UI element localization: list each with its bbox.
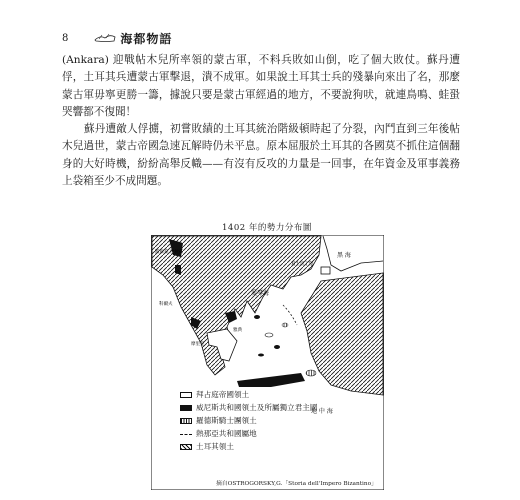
paragraph: 蘇丹遭敵人俘擄，初嘗敗績的土耳其統治階級頓時起了分裂，內鬥直到三年後帖木兒過世，蒙古帝國急速瓦解時仍未平息。原本屈服於土耳其的各國莫不抓住這個翻身的大好時機，紛紛高舉反幟——有沒有反攻的力量是一回事，在年資金及軍事義務上袋箱至少不成問題。 [62, 123, 460, 188]
rhodes-knights-swatch-icon [180, 418, 192, 424]
genoa-swatch-icon [180, 434, 192, 435]
black-sea-label: 黑 海 [337, 252, 351, 259]
book-title: 海都物語 [120, 31, 173, 46]
aegean-label: 愛琴海 [251, 290, 270, 297]
mediterranean-label: 地 中 海 [311, 408, 333, 415]
constantinople-label: 君士坦丁堡 [291, 262, 314, 267]
running-header [62, 28, 172, 48]
map-legend [180, 388, 380, 453]
legend-label: 拜占庭帝國領土 [196, 390, 250, 399]
epirus-label: 科爾夫 [159, 302, 173, 307]
venice-swatch-icon [180, 405, 192, 411]
legend-item [180, 388, 380, 401]
ship-ornament-icon [94, 33, 116, 43]
map-caption: 摘自OSTROGORSKY,G.「Storia dell'Impero Bizantino」 [216, 481, 377, 487]
byzantine-swatch-icon [180, 392, 192, 398]
map-title: 1402 年的勢力分布圖 [222, 223, 312, 233]
morea-label: 摩里亞 [191, 342, 205, 347]
legend-label: 威尼斯共和國領土及所屬獨立君主國 [196, 403, 318, 412]
legend-item [180, 427, 380, 440]
legend-item [180, 414, 380, 427]
legend-item [180, 440, 380, 453]
legend-label: 土耳其領土 [196, 442, 234, 451]
legend-item [180, 401, 380, 414]
legend-label: 熱那亞共和國屬地 [196, 429, 257, 438]
page-number: 8 [62, 32, 69, 44]
paragraph: (Ankara) 迎戰帖木兒所率領的蒙古軍，不料兵敗如山倒，吃了個大敗仗。蘇丹遭俘，土耳其兵遭蒙古軍擊退，潰不成軍。如果說土耳其士兵的殘暴向來出了名，那麼蒙古軍毋寧更勝一籌，據說只要是蒙古軍經過的地方，不要說狗吠，就連鳥鳴、蛙蛩哭響都不復聞！ [62, 54, 460, 118]
turkey-swatch-icon [180, 444, 192, 450]
dubrovnik-label: 斯庫泰 杜拉茲 [155, 250, 184, 255]
legend-label: 羅德斯騎士團領土 [196, 416, 257, 425]
body-text [62, 52, 460, 190]
crete-label: 克里特 [263, 366, 282, 373]
athens-label: 雅典 [233, 328, 242, 333]
